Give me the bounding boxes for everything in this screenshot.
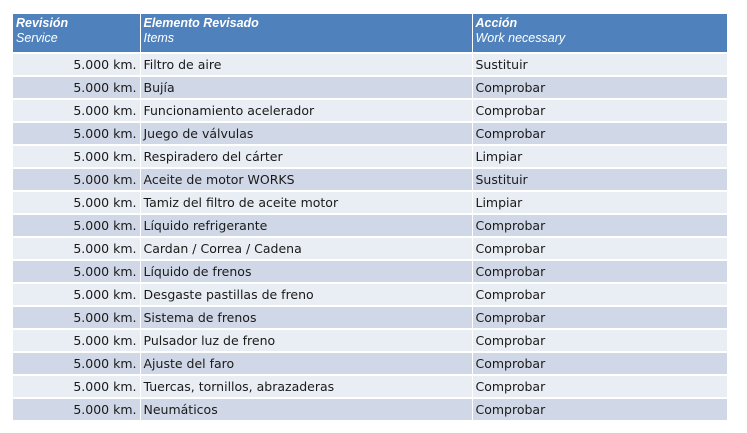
service-cell: 5.000 km. — [13, 260, 140, 283]
action-cell: Limpiar — [472, 191, 727, 214]
item-cell: Líquido refrigerante — [140, 214, 472, 237]
action-cell: Comprobar — [472, 398, 727, 420]
action-cell: Sustituir — [472, 168, 727, 191]
service-cell: 5.000 km. — [13, 76, 140, 99]
table-row — [13, 352, 727, 375]
action-cell: Comprobar — [472, 375, 727, 398]
action-cell: Comprobar — [472, 352, 727, 375]
maintenance-table — [13, 14, 727, 420]
header-items-title: Elemento Revisado — [143, 16, 259, 30]
service-cell: 5.000 km. — [13, 168, 140, 191]
header-service — [13, 14, 140, 53]
service-cell: 5.000 km. — [13, 191, 140, 214]
action-cell: Comprobar — [472, 122, 727, 145]
service-cell: 5.000 km. — [13, 352, 140, 375]
item-cell: Tamiz del filtro de aceite motor — [140, 191, 472, 214]
action-cell: Comprobar — [472, 283, 727, 306]
table-row — [13, 99, 727, 122]
item-cell: Sistema de frenos — [140, 306, 472, 329]
service-cell: 5.000 km. — [13, 99, 140, 122]
table-row — [13, 168, 727, 191]
table-row — [13, 76, 727, 99]
header-items — [140, 14, 472, 53]
table-row — [13, 260, 727, 283]
item-cell: Respiradero del cárter — [140, 145, 472, 168]
action-cell: Comprobar — [472, 237, 727, 260]
action-cell: Comprobar — [472, 76, 727, 99]
service-cell: 5.000 km. — [13, 122, 140, 145]
table-body — [13, 53, 727, 420]
service-cell: 5.000 km. — [13, 214, 140, 237]
service-cell: 5.000 km. — [13, 375, 140, 398]
item-cell: Desgaste pastillas de freno — [140, 283, 472, 306]
header-service-title: Revisión — [16, 16, 69, 30]
service-cell: 5.000 km. — [13, 237, 140, 260]
item-cell: Cardan / Correa / Cadena — [140, 237, 472, 260]
action-cell: Comprobar — [472, 99, 727, 122]
service-cell: 5.000 km. — [13, 283, 140, 306]
action-cell: Comprobar — [472, 306, 727, 329]
service-cell: 5.000 km. — [13, 329, 140, 352]
service-cell: 5.000 km. — [13, 398, 140, 420]
header-action-subtitle: Work necessary — [475, 31, 566, 45]
header-service-subtitle: Service — [16, 31, 58, 45]
action-cell: Limpiar — [472, 145, 727, 168]
item-cell: Neumáticos — [140, 398, 472, 420]
item-cell: Líquido de frenos — [140, 260, 472, 283]
table-row — [13, 145, 727, 168]
item-cell: Aceite de motor WORKS — [140, 168, 472, 191]
table-row — [13, 53, 727, 76]
table-row — [13, 398, 727, 420]
action-cell: Comprobar — [472, 214, 727, 237]
header-action-title: Acción — [475, 16, 518, 30]
item-cell: Filtro de aire — [140, 53, 472, 76]
table-header-row — [13, 14, 727, 53]
table-row — [13, 122, 727, 145]
table-row — [13, 375, 727, 398]
item-cell: Ajuste del faro — [140, 352, 472, 375]
header-items-subtitle: Items — [143, 31, 175, 45]
table-row — [13, 283, 727, 306]
item-cell: Bujía — [140, 76, 472, 99]
service-cell: 5.000 km. — [13, 145, 140, 168]
table-row — [13, 214, 727, 237]
table-row — [13, 237, 727, 260]
action-cell: Comprobar — [472, 260, 727, 283]
service-cell: 5.000 km. — [13, 53, 140, 76]
action-cell: Sustituir — [472, 53, 727, 76]
table-row — [13, 329, 727, 352]
item-cell: Tuercas, tornillos, abrazaderas — [140, 375, 472, 398]
table-row — [13, 306, 727, 329]
item-cell: Funcionamiento acelerador — [140, 99, 472, 122]
item-cell: Juego de válvulas — [140, 122, 472, 145]
service-cell: 5.000 km. — [13, 306, 140, 329]
table-row — [13, 191, 727, 214]
item-cell: Pulsador luz de freno — [140, 329, 472, 352]
action-cell: Comprobar — [472, 329, 727, 352]
header-action — [472, 14, 727, 53]
